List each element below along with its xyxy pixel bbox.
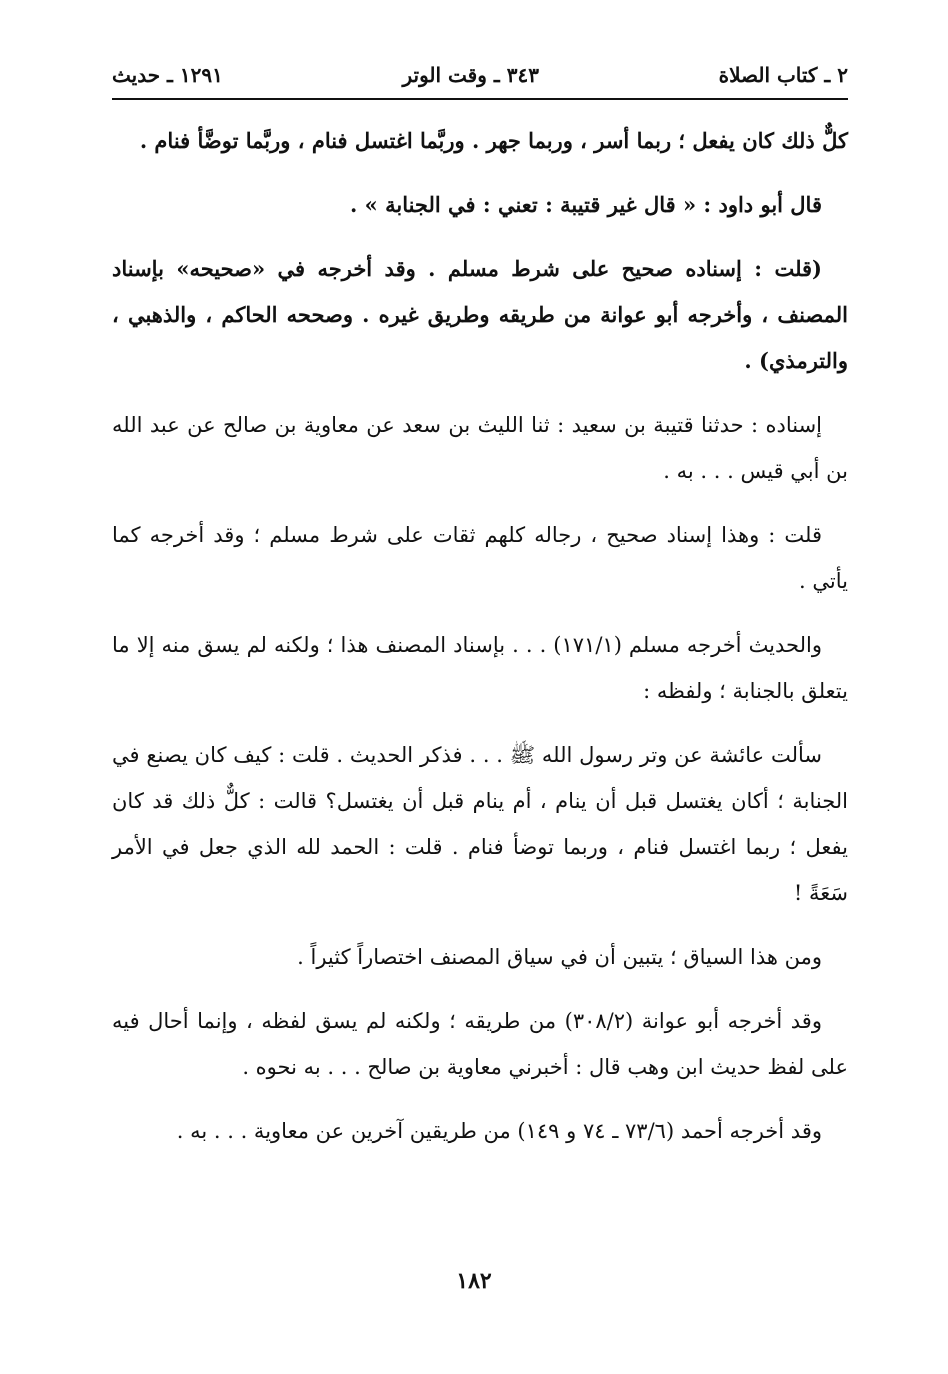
isnad-paragraph: إسناده : حدثنا قتيبة بن سعيد : ثنا الليث بن سعد عن معاوية بن صالح عن عبد الله بن أبي قيس . . . به . — [112, 413, 848, 483]
grading-note: (قلت : إسناده صحيح على شرط مسلم . وقد أخرجه في «صحيحه» بإسناد المصنف ، وأخرجه أبو عوانة من طريقه وطريق غيره . وصححه الحاكم ، والذهبي ، والترمذي) . — [112, 256, 848, 373]
running-header — [112, 56, 848, 100]
muslim-reference: والحديث أخرجه مسلم (١٧١/١) . . . بإسناد المصنف هذا ؛ ولكنه لم يسق منه إلا ما يتعلق بالجنابة ؛ ولفظه : — [112, 633, 848, 703]
abu-dawud-note: قال أبو داود : « قال غير قتيبة : تعني : في الجنابة » . — [350, 192, 822, 217]
header-section: ٣٤٣ ـ وقت الوتر — [402, 63, 539, 87]
page-number: ١٨٢ — [456, 1268, 492, 1294]
isnad-assessment: قلت : وهذا إسناد صحيح ، رجاله كلهم ثقات على شرط مسلم ؛ وقد أخرجه كما يأتي . — [112, 523, 848, 593]
muslim-wording: سألت عائشة عن وتر رسول الله ﷺ . . . فذكر الحديث . قلت : كيف كان يصنع في الجنابة ؛ أكان يغتسل قبل أن ينام ، أم ينام قبل أن يغتسل؟ قالت : كلٌّ ذلك قد كان يفعل ؛ ربما اغتسل فنام ، وربما توضأ فنام . قلت : الحمد لله الذي جعل في الأمر سَعَةً ! — [112, 743, 848, 905]
header-chapter: ٢ ـ كتاب الصلاة — [718, 63, 848, 87]
ahmad-reference: وقد أخرجه أحمد (٧٣/٦ ـ ٧٤ و ١٤٩) من طريقين آخرين عن معاوية . . . به . — [176, 1119, 822, 1143]
header-hadith-number: ١٢٩١ ـ حديث — [112, 63, 223, 87]
page-body — [112, 118, 848, 1172]
context-note: ومن هذا السياق ؛ يتبين أن في سياق المصنف اختصاراً كثيراً . — [297, 945, 822, 969]
abu-awana-reference: وقد أخرجه أبو عوانة (٣٠٨/٢) من طريقه ؛ ولكنه لم يسق لفظه ، وإنما أحال فيه على لفظ حديث ابن وهب قال : أخبرني معاوية بن صالح . . . به نحوه . — [112, 1009, 848, 1079]
hadith-text-continuation: كلٌّ ذلك كان يفعل ؛ ربما أسر ، وربما جهر . وربَّما اغتسل فنام ، وربَّما توضَّأ فنام . — [139, 128, 848, 153]
